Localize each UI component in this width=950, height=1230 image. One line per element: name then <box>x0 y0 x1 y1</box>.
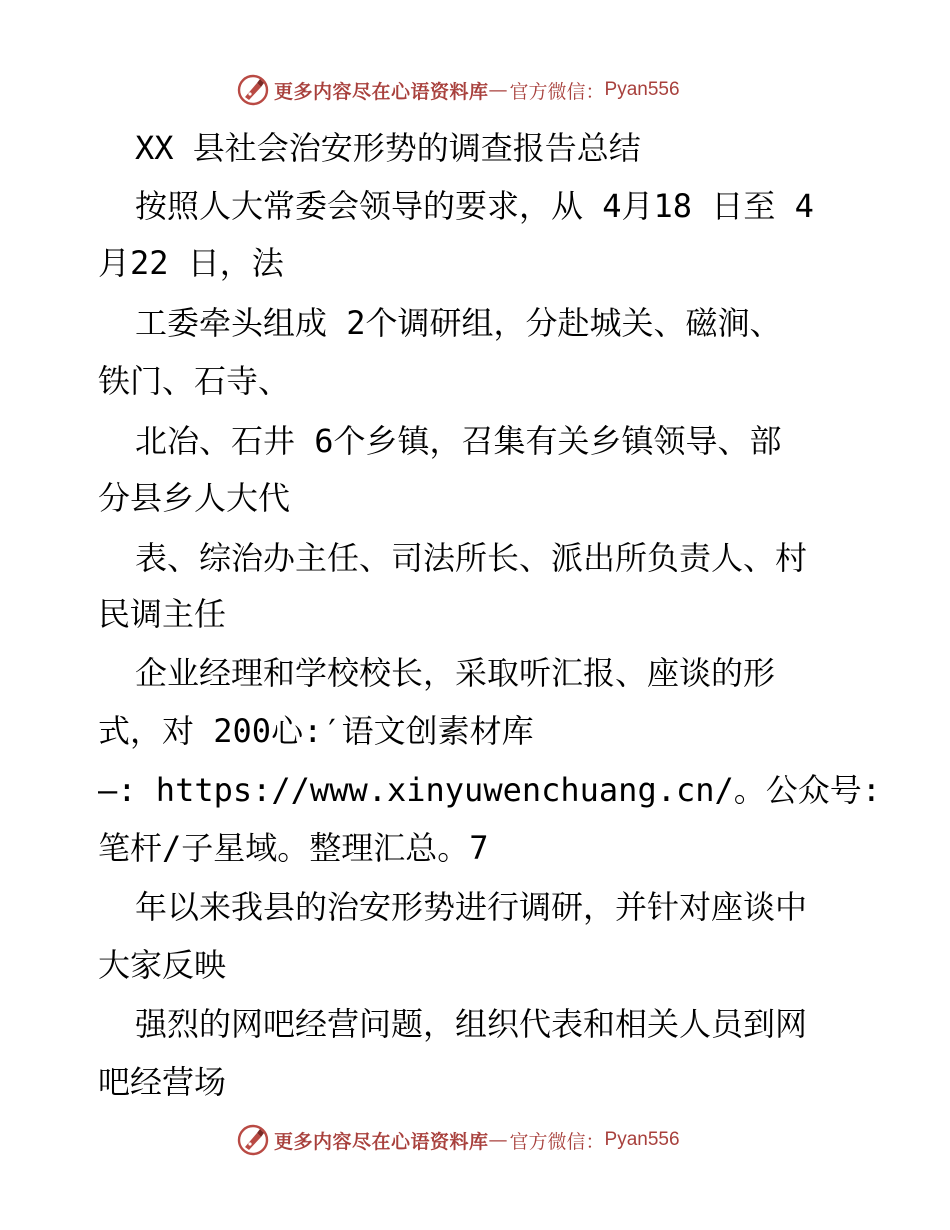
paragraph-line: 式，对 200心:′语文创素材库 <box>98 712 534 750</box>
pen-nib-logo-icon <box>236 1123 270 1157</box>
banner-dash: — <box>488 79 508 101</box>
paragraph-line: 年以来我县的治安形势进行调研，并针对座谈中 <box>135 888 808 926</box>
paragraph-line: 按照人大常委会领导的要求，从 4月18 日至 4 <box>135 187 814 225</box>
paragraph-line: 强烈的网吧经营问题，组织代表和相关人员到网 <box>135 1005 808 1043</box>
paragraph-line: 民调主任 <box>98 595 227 633</box>
paragraph-line: 铁门、石寺、 <box>98 362 291 400</box>
paragraph-line: 北冶、石井 6个乡镇，召集有关乡镇领导、部 <box>135 422 782 460</box>
document-title: XX 县社会治安形势的调查报告总结 <box>135 129 641 167</box>
paragraph-line: 企业经理和学校校长，采取听汇报、座谈的形 <box>135 654 776 692</box>
paragraph-line: —: https://www.xinyuwenchuang.cn/。公众号: <box>98 771 882 809</box>
paragraph-line: 表、综治办主任、司法所长、派出所负责人、村 <box>135 539 808 577</box>
paragraph-line: 月22 日，法 <box>98 244 284 282</box>
banner-wechat-label: 官方微信： <box>509 80 605 103</box>
footer-banner <box>236 1120 680 1160</box>
banner-dash: — <box>488 1129 508 1151</box>
banner-wechat-id: Pyan556 <box>604 79 680 100</box>
paragraph-line: 工委牵头组成 2个调研组，分赴城关、磁涧、 <box>135 304 782 342</box>
paragraph-line: 分县乡人大代 <box>98 479 291 517</box>
paragraph-line: 笔杆/子星域。整理汇总。7 <box>98 829 489 867</box>
banner-wechat-id: Pyan556 <box>604 1129 680 1150</box>
banner-main-text: 更多内容尽在心语资料库 <box>274 1130 489 1153</box>
pen-nib-logo-icon <box>236 73 270 107</box>
banner-main-text: 更多内容尽在心语资料库 <box>274 80 489 103</box>
header-banner <box>236 70 680 110</box>
paragraph-line: 大家反映 <box>98 946 227 984</box>
paragraph-line: 吧经营场 <box>98 1063 227 1101</box>
banner-wechat-label: 官方微信： <box>509 1130 605 1153</box>
